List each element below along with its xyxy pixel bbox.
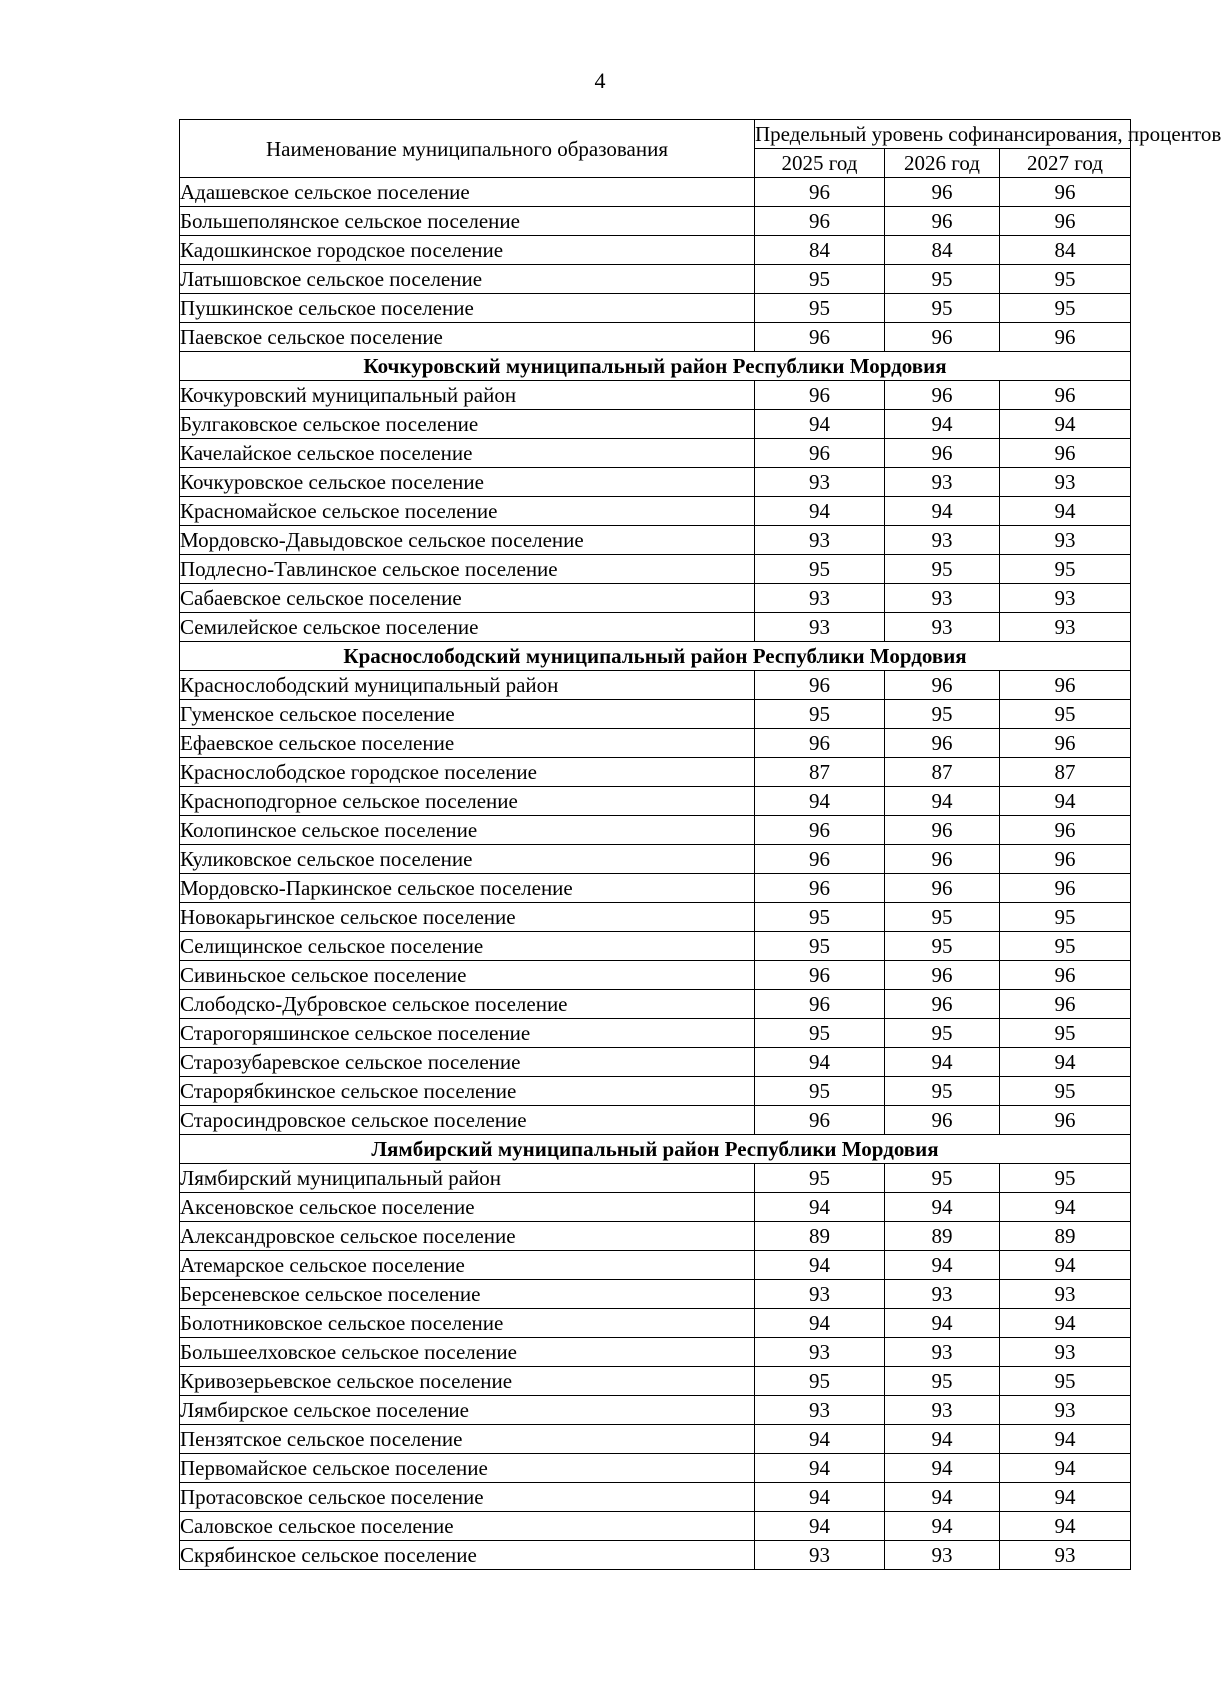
value-2026: 89 [885, 1222, 1000, 1251]
value-2027: 95 [1000, 932, 1131, 961]
value-2026: 87 [885, 758, 1000, 787]
value-2026: 93 [885, 1338, 1000, 1367]
municipality-name: Пензятское сельское поселение [180, 1425, 755, 1454]
value-2025: 95 [755, 932, 885, 961]
table-row [180, 410, 1131, 439]
value-2026: 95 [885, 1367, 1000, 1396]
municipality-name: Кочкуровское сельское поселение [180, 468, 755, 497]
municipality-name: Большеполянское сельское поселение [180, 207, 755, 236]
table-row [180, 497, 1131, 526]
municipality-name: Латышовское сельское поселение [180, 265, 755, 294]
value-2027: 96 [1000, 207, 1131, 236]
value-2025: 94 [755, 1193, 885, 1222]
value-2027: 95 [1000, 700, 1131, 729]
value-2027: 96 [1000, 1106, 1131, 1135]
value-2026: 96 [885, 1106, 1000, 1135]
table-row [180, 729, 1131, 758]
value-2025: 95 [755, 1077, 885, 1106]
table-row [180, 874, 1131, 903]
municipality-name: Старозубаревское сельское поселение [180, 1048, 755, 1077]
value-2026: 93 [885, 1280, 1000, 1309]
value-2026: 93 [885, 613, 1000, 642]
value-2027: 95 [1000, 903, 1131, 932]
table-row [180, 526, 1131, 555]
value-2025: 96 [755, 671, 885, 700]
header-level: Предельный уровень софинансирования, процентов [755, 120, 1131, 149]
value-2027: 94 [1000, 497, 1131, 526]
value-2026: 95 [885, 932, 1000, 961]
value-2026: 95 [885, 700, 1000, 729]
value-2025: 95 [755, 265, 885, 294]
municipality-name: Адашевское сельское поселение [180, 178, 755, 207]
value-2027: 95 [1000, 1019, 1131, 1048]
table-row [180, 1048, 1131, 1077]
table-row [180, 990, 1131, 1019]
municipality-name: Мордовско-Паркинское сельское поселение [180, 874, 755, 903]
municipality-name: Берсеневское сельское поселение [180, 1280, 755, 1309]
header-name: Наименование муниципального образования [180, 120, 755, 178]
table-row [180, 1454, 1131, 1483]
value-2026: 84 [885, 236, 1000, 265]
value-2027: 93 [1000, 613, 1131, 642]
table-row [180, 1367, 1131, 1396]
value-2025: 96 [755, 961, 885, 990]
value-2026: 96 [885, 816, 1000, 845]
value-2026: 94 [885, 497, 1000, 526]
value-2026: 93 [885, 526, 1000, 555]
municipality-name: Большеелховское сельское поселение [180, 1338, 755, 1367]
value-2025: 93 [755, 1541, 885, 1570]
table-row [180, 555, 1131, 584]
value-2027: 96 [1000, 845, 1131, 874]
table-row [180, 468, 1131, 497]
table-row [180, 700, 1131, 729]
municipality-name: Кадошкинское городское поселение [180, 236, 755, 265]
value-2026: 95 [885, 294, 1000, 323]
cofinancing-table [179, 119, 1221, 1570]
value-2025: 95 [755, 1164, 885, 1193]
value-2027: 95 [1000, 555, 1131, 584]
municipality-name: Ефаевское сельское поселение [180, 729, 755, 758]
table-row [180, 439, 1131, 468]
value-2026: 94 [885, 410, 1000, 439]
value-2025: 94 [755, 1251, 885, 1280]
value-2025: 94 [755, 787, 885, 816]
section-title: Краснослободский муниципальный район Республики Мордовия [180, 642, 1131, 671]
value-2025: 96 [755, 729, 885, 758]
value-2027: 89 [1000, 1222, 1131, 1251]
value-2027: 95 [1000, 1164, 1131, 1193]
value-2026: 94 [885, 787, 1000, 816]
table-row [180, 323, 1131, 352]
table-row [180, 671, 1131, 700]
value-2025: 96 [755, 178, 885, 207]
value-2025: 87 [755, 758, 885, 787]
value-2027: 94 [1000, 1425, 1131, 1454]
value-2025: 84 [755, 236, 885, 265]
table-row [180, 1396, 1131, 1425]
table-row [180, 932, 1131, 961]
table-header-row [180, 120, 1131, 149]
table-row [180, 207, 1131, 236]
municipality-name: Лямбирский муниципальный район [180, 1164, 755, 1193]
municipality-name: Александровское сельское поселение [180, 1222, 755, 1251]
value-2027: 96 [1000, 816, 1131, 845]
value-2026: 94 [885, 1425, 1000, 1454]
value-2027: 93 [1000, 1338, 1131, 1367]
value-2026: 93 [885, 1396, 1000, 1425]
value-2027: 95 [1000, 1367, 1131, 1396]
value-2026: 96 [885, 961, 1000, 990]
table-row [180, 1164, 1131, 1193]
municipality-name: Красномайское сельское поселение [180, 497, 755, 526]
header-year-2026: 2026 год [885, 149, 1000, 178]
municipality-name: Краснослободское городское поселение [180, 758, 755, 787]
value-2027: 94 [1000, 787, 1131, 816]
table-row [180, 584, 1131, 613]
value-2026: 96 [885, 845, 1000, 874]
value-2027: 96 [1000, 990, 1131, 1019]
value-2025: 94 [755, 410, 885, 439]
table-row [180, 961, 1131, 990]
municipality-name: Аксеновское сельское поселение [180, 1193, 755, 1222]
municipality-name: Новокарьгинское сельское поселение [180, 903, 755, 932]
value-2027: 94 [1000, 1454, 1131, 1483]
table-row [180, 265, 1131, 294]
value-2025: 96 [755, 845, 885, 874]
value-2025: 95 [755, 700, 885, 729]
value-2025: 96 [755, 323, 885, 352]
table-row [180, 1483, 1131, 1512]
value-2025: 93 [755, 584, 885, 613]
municipality-name: Булгаковское сельское поселение [180, 410, 755, 439]
value-2025: 93 [755, 613, 885, 642]
table-row [180, 845, 1131, 874]
value-2026: 96 [885, 381, 1000, 410]
table-row [180, 1222, 1131, 1251]
table-row [180, 1309, 1131, 1338]
value-2025: 95 [755, 555, 885, 584]
municipality-name: Паевское сельское поселение [180, 323, 755, 352]
value-2025: 96 [755, 381, 885, 410]
municipality-name: Старорябкинское сельское поселение [180, 1077, 755, 1106]
table-row [180, 758, 1131, 787]
value-2025: 96 [755, 439, 885, 468]
value-2027: 94 [1000, 1483, 1131, 1512]
value-2026: 96 [885, 439, 1000, 468]
value-2027: 87 [1000, 758, 1131, 787]
value-2026: 93 [885, 468, 1000, 497]
table-row [180, 1019, 1131, 1048]
table-row [180, 294, 1131, 323]
value-2025: 93 [755, 468, 885, 497]
value-2026: 94 [885, 1048, 1000, 1077]
table-row [180, 1193, 1131, 1222]
section-row [180, 642, 1131, 671]
value-2025: 93 [755, 526, 885, 555]
value-2025: 96 [755, 1106, 885, 1135]
value-2027: 95 [1000, 265, 1131, 294]
table-row [180, 816, 1131, 845]
municipality-name: Мордовско-Давыдовское сельское поселение [180, 526, 755, 555]
value-2026: 94 [885, 1309, 1000, 1338]
table-row [180, 613, 1131, 642]
value-2025: 96 [755, 207, 885, 236]
municipality-name: Краснослободский муниципальный район [180, 671, 755, 700]
value-2027: 96 [1000, 671, 1131, 700]
value-2025: 93 [755, 1280, 885, 1309]
table-row [180, 381, 1131, 410]
value-2027: 95 [1000, 294, 1131, 323]
municipality-name: Куликовское сельское поселение [180, 845, 755, 874]
municipality-name: Красноподгорное сельское поселение [180, 787, 755, 816]
municipality-name: Старогоряшинское сельское поселение [180, 1019, 755, 1048]
table-row [180, 1106, 1131, 1135]
value-2025: 96 [755, 990, 885, 1019]
table-row [180, 903, 1131, 932]
value-2027: 94 [1000, 1193, 1131, 1222]
value-2027: 96 [1000, 381, 1131, 410]
value-2026: 95 [885, 1077, 1000, 1106]
municipality-name: Кочкуровский муниципальный район [180, 381, 755, 410]
value-2025: 95 [755, 294, 885, 323]
table-row [180, 178, 1131, 207]
table-row [180, 1338, 1131, 1367]
value-2027: 96 [1000, 874, 1131, 903]
value-2025: 94 [755, 497, 885, 526]
municipality-name: Лямбирское сельское поселение [180, 1396, 755, 1425]
value-2027: 96 [1000, 729, 1131, 758]
value-2026: 96 [885, 178, 1000, 207]
value-2027: 93 [1000, 526, 1131, 555]
value-2027: 95 [1000, 1077, 1131, 1106]
municipality-name: Протасовское сельское поселение [180, 1483, 755, 1512]
table-row [180, 787, 1131, 816]
table-row [180, 1541, 1131, 1570]
value-2025: 93 [755, 1338, 885, 1367]
municipality-name: Первомайское сельское поселение [180, 1454, 755, 1483]
value-2025: 95 [755, 903, 885, 932]
value-2025: 94 [755, 1309, 885, 1338]
value-2027: 94 [1000, 1048, 1131, 1077]
municipality-name: Подлесно-Тавлинское сельское поселение [180, 555, 755, 584]
value-2026: 96 [885, 207, 1000, 236]
value-2026: 94 [885, 1454, 1000, 1483]
value-2025: 93 [755, 1396, 885, 1425]
municipality-name: Гуменское сельское поселение [180, 700, 755, 729]
table-row [180, 1425, 1131, 1454]
value-2025: 94 [755, 1454, 885, 1483]
section-title: Кочкуровский муниципальный район Республики Мордовия [180, 352, 1131, 381]
municipality-name: Старосиндровское сельское поселение [180, 1106, 755, 1135]
municipality-name: Колопинское сельское поселение [180, 816, 755, 845]
header-year-2025: 2025 год [755, 149, 885, 178]
section-title: Лямбирский муниципальный район Республики Мордовия [180, 1135, 1131, 1164]
municipality-name: Кривозерьевское сельское поселение [180, 1367, 755, 1396]
value-2025: 96 [755, 874, 885, 903]
table-row [180, 1077, 1131, 1106]
value-2026: 93 [885, 1541, 1000, 1570]
value-2026: 96 [885, 323, 1000, 352]
value-2026: 95 [885, 265, 1000, 294]
municipality-name: Слободско-Дубровское сельское поселение [180, 990, 755, 1019]
section-row [180, 352, 1131, 381]
table-body [180, 178, 1131, 1570]
municipality-name: Атемарское сельское поселение [180, 1251, 755, 1280]
value-2027: 93 [1000, 584, 1131, 613]
value-2026: 96 [885, 729, 1000, 758]
municipality-name: Семилейское сельское поселение [180, 613, 755, 642]
page-number: 4 [594, 68, 606, 93]
value-2027: 96 [1000, 439, 1131, 468]
value-2025: 94 [755, 1425, 885, 1454]
value-2026: 96 [885, 671, 1000, 700]
table-row [180, 1251, 1131, 1280]
municipality-name: Качелайское сельское поселение [180, 439, 755, 468]
value-2026: 95 [885, 903, 1000, 932]
value-2026: 94 [885, 1483, 1000, 1512]
table-row [180, 236, 1131, 265]
value-2026: 95 [885, 555, 1000, 584]
value-2026: 96 [885, 874, 1000, 903]
value-2027: 96 [1000, 961, 1131, 990]
value-2027: 94 [1000, 1512, 1131, 1541]
value-2026: 96 [885, 990, 1000, 1019]
value-2027: 96 [1000, 323, 1131, 352]
value-2026: 95 [885, 1019, 1000, 1048]
municipality-name: Саловское сельское поселение [180, 1512, 755, 1541]
value-2027: 94 [1000, 1251, 1131, 1280]
table-row [180, 1512, 1131, 1541]
municipality-name: Селищинское сельское поселение [180, 932, 755, 961]
value-2025: 94 [755, 1512, 885, 1541]
value-2026: 95 [885, 1164, 1000, 1193]
value-2027: 93 [1000, 1541, 1131, 1570]
value-2027: 93 [1000, 1280, 1131, 1309]
value-2026: 94 [885, 1193, 1000, 1222]
section-row [180, 1135, 1131, 1164]
municipality-name: Сабаевское сельское поселение [180, 584, 755, 613]
value-2025: 96 [755, 816, 885, 845]
municipality-name: Скрябинское сельское поселение [180, 1541, 755, 1570]
municipality-name: Пушкинское сельское поселение [180, 294, 755, 323]
municipality-name: Болотниковское сельское поселение [180, 1309, 755, 1338]
value-2025: 89 [755, 1222, 885, 1251]
municipality-name: Сивиньское сельское поселение [180, 961, 755, 990]
table-row [180, 1280, 1131, 1309]
value-2027: 94 [1000, 1309, 1131, 1338]
value-2025: 94 [755, 1483, 885, 1512]
value-2026: 93 [885, 584, 1000, 613]
header-year-2027: 2027 год [1000, 149, 1131, 178]
value-2027: 93 [1000, 468, 1131, 497]
value-2025: 95 [755, 1367, 885, 1396]
value-2027: 96 [1000, 178, 1131, 207]
value-2026: 94 [885, 1512, 1000, 1541]
value-2025: 95 [755, 1019, 885, 1048]
value-2027: 84 [1000, 236, 1131, 265]
value-2027: 94 [1000, 410, 1131, 439]
value-2025: 94 [755, 1048, 885, 1077]
value-2027: 93 [1000, 1396, 1131, 1425]
value-2026: 94 [885, 1251, 1000, 1280]
